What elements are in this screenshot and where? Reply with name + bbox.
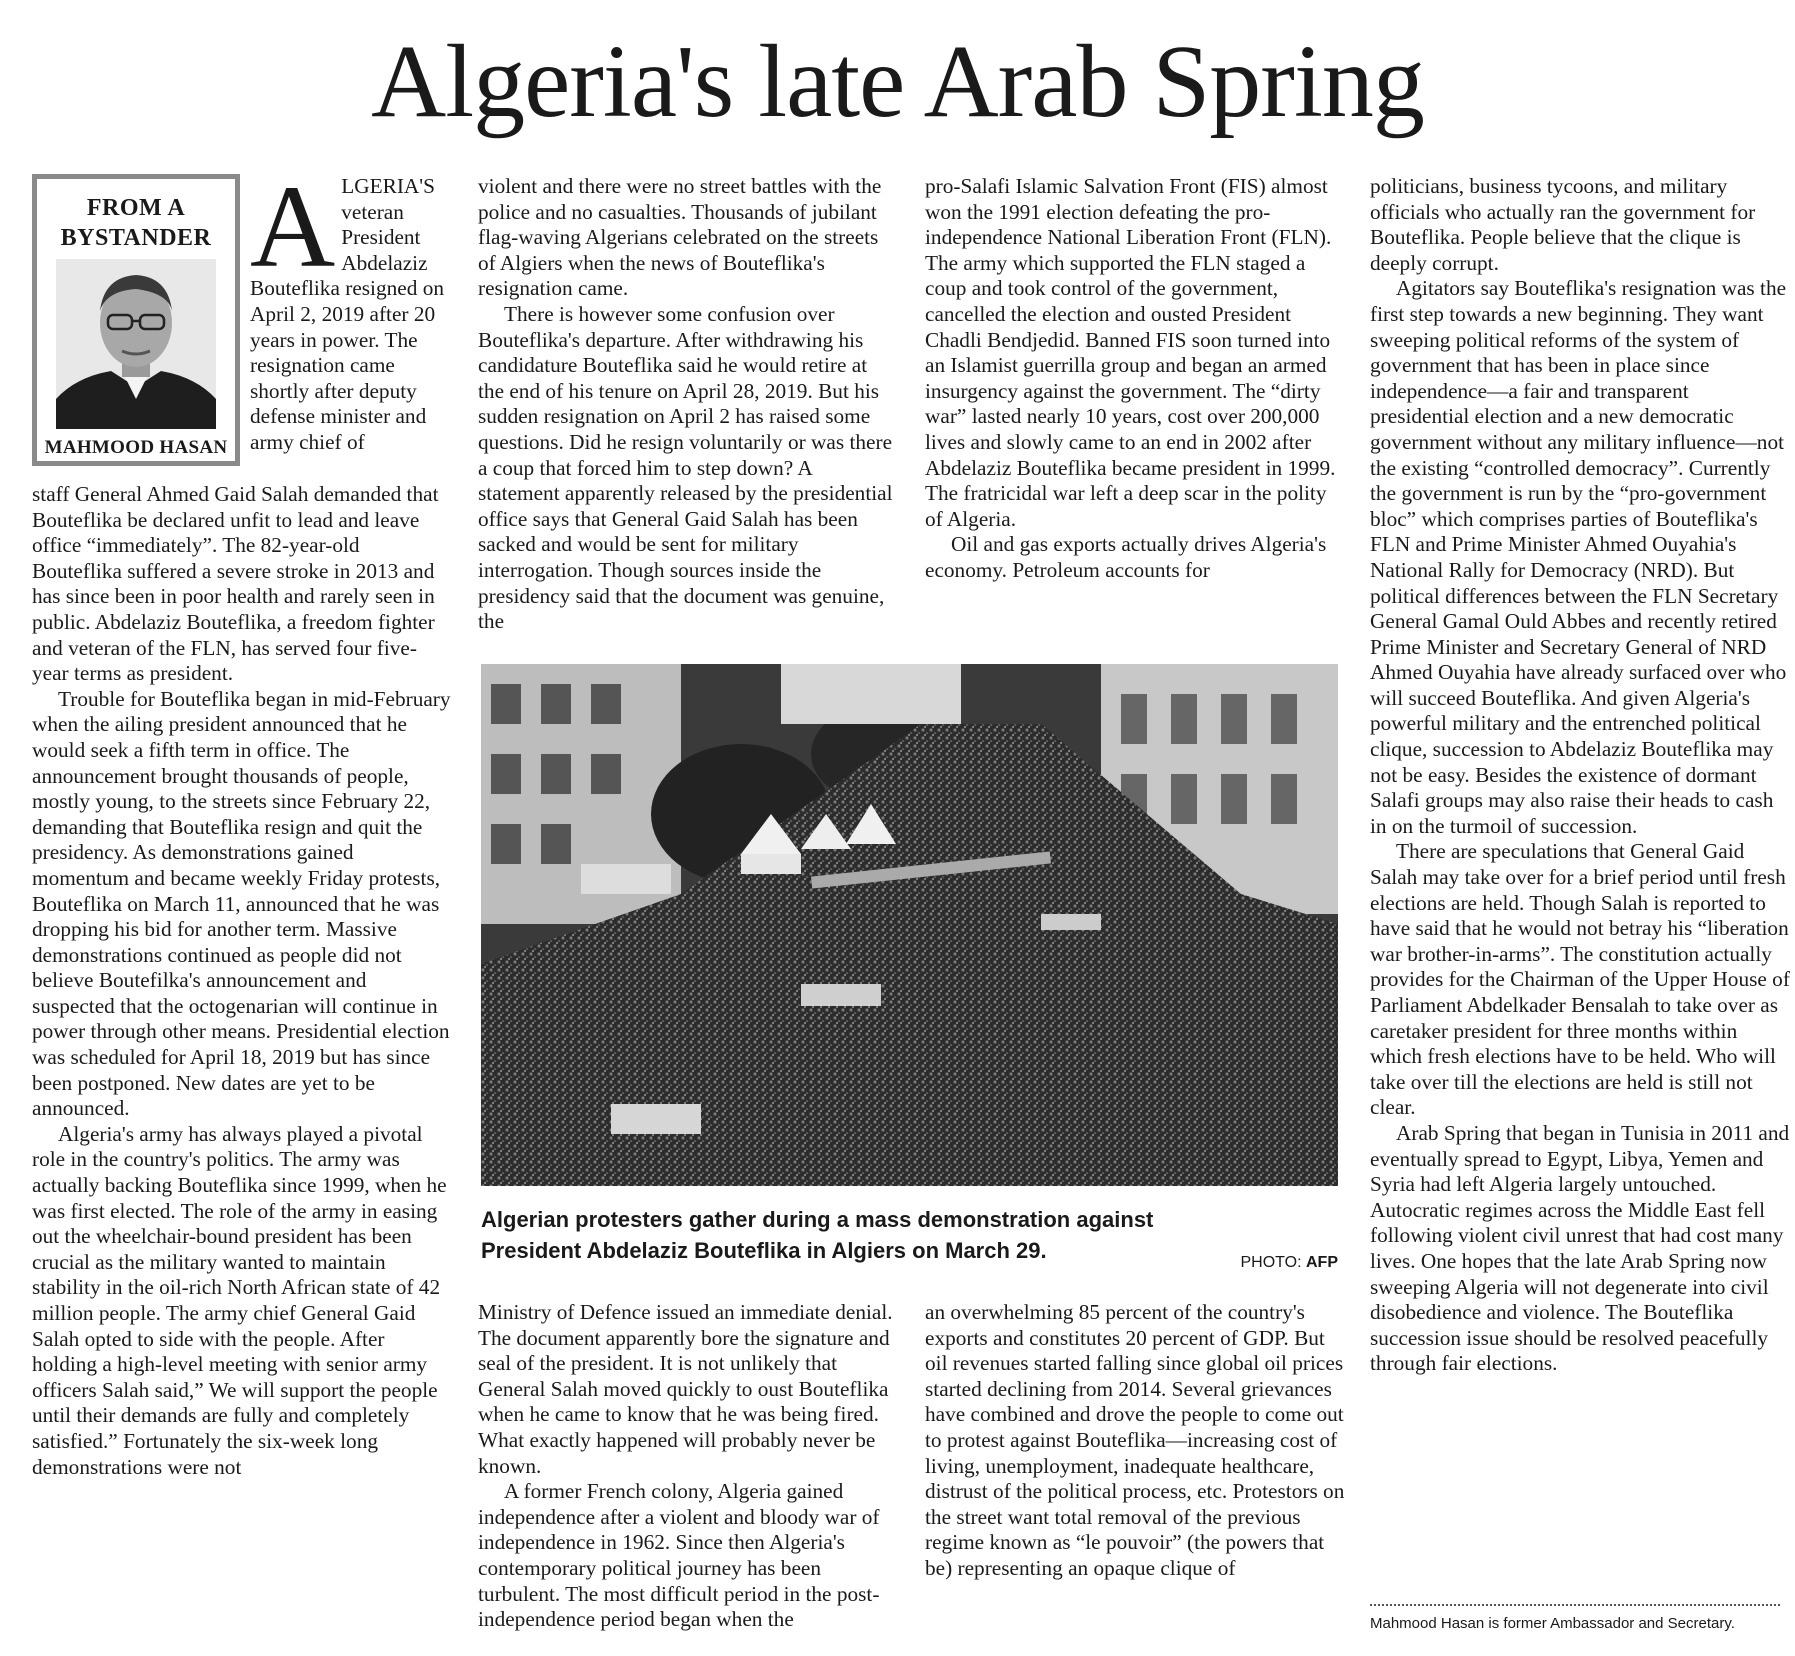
photo-caption: Algerian protesters gather during a mass demonstration against President Abdelaziz Bouteflika in Algiers on March 29. — [481, 1207, 1154, 1263]
paragraph: Algeria's army has always played a pivotal role in the country's politics. The army was actually backing Bouteflika since 1999, when he was first elected. The role of the army in easing out the wheelchair-bound president has been crucial as the military wanted to maintain stability in the oil-rich North African state of 42 million people. The army chief General Gaid Salah opted to side with the people. After holding a high-level meeting with senior army officers Salah said,” We will support the people until their demands are fully and completely satisfied.” Fortunately the six-week long demonstrations were not — [32, 1121, 447, 1479]
author-portrait — [56, 259, 216, 429]
photo-credit: PHOTO: AFP — [1240, 1254, 1338, 1271]
paragraph: an overwhelming 85 percent of the country's exports and constitutes 20 percent of GDP. But oil revenues started falling since global oil prices started declining from 2014. Several grievances have combined and drove the people to come out to protest against Bouteflika—increasing cost of living, unemployment, inadequate healthcare, distrust of the political process, etc. Protestors on the street want total removal of the previous regime known as “le pouvoir” (the powers that be) representing an opaque clique of — [925, 1300, 1345, 1580]
article-lead — [250, 161, 450, 456]
column-2-bottom — [478, 1300, 898, 1633]
paragraph: Agitators say Bouteflika's resignation was the first step towards a new beginning. They want sweeping political reforms of the system of government that has been in place since independence—a fair and transparent presidential election and a new democratic government without any military influence—not the existing “controlled democracy”. Currently the government is run by the “pro-government bloc” which comprises parties of Bouteflika's FLN and Prime Minister Ahmed Ouyahia's National Rally for Democracy (NRD). But political differences between the FLN Secretary General Gamal Ould Abbes and recently retired Prime Minister and Secretary General of NRD Ahmed Ouyahia have already surfaced over who will succeed Bouteflika. And given Algeria's powerful military and the entrenched political clique, succession to Abdelaziz Bouteflika may not be easy. Besides the existence of dormant Salafi groups may also raise their heads to cash in on the turmoil of succession. — [1370, 276, 1787, 838]
paragraph: staff General Ahmed Gaid Salah demanded that Bouteflika be declared unfit to lead and leave office “immediately”. The 82-year-old Bouteflika suffered a severe stroke in 2013 and has since been in poor health and rarely seen in public. Abdelaziz Bouteflika, a freedom fighter and veteran of the FLN, has served four five-year terms as president. — [32, 482, 439, 686]
paragraph: There is however some confusion over Bouteflika's departure. After withdrawing his candidature Bouteflika said he would retire at the end of his tenure on April 28, 2019. But his sudden resignation on April 2 has raised some questions. Did he resign voluntarily or was there a coup that forced him to step down? A statement apparently released by the presidential office says that General Gaid Salah has been sacked and would be sent for military interrogation. Though sources inside the presidency said that the document was genuine, the — [478, 301, 893, 634]
paragraph: politicians, business tycoons, and military officials who actually ran the government for Bouteflika. People believe that the clique is deeply corrupt. — [1370, 174, 1756, 275]
paragraph: Ministry of Defence issued an immediate denial. The document apparently bore the signature and seal of the president. It is not unlikely that General Salah moved quickly to oust Bouteflika when he came to know that he was being fired. What exactly happened will probably never be known. — [478, 1300, 893, 1478]
column-name: FROM A BYSTANDER — [60, 195, 212, 251]
paragraph: Oil and gas exports actually drives Algeria's economy. Petroleum accounts for — [925, 532, 1327, 582]
footnote-divider — [1370, 1604, 1780, 1606]
paragraph: Trouble for Bouteflika began in mid-February when the ailing president announced that he would seek a fifth term in office. The announcement brought thousands of people, mostly young, to the streets since February 22, demanding that Bouteflika resign and quit the presidency. As demonstrations gained momentum and became weekly Friday protests, Bouteflika on March 11, announced that he was dropping his bid for another term. Massive demonstrations continued as people did not believe Boutefilka's announcement and suspected that the octogenarian will continue in power through other means. Presidential election was scheduled for April 18, 2019 but has since been postponed. New dates are yet to be announced. — [32, 686, 451, 1121]
column-2-top — [478, 174, 898, 635]
drop-cap: A — [250, 161, 336, 292]
author-name: MAHMOOD HASAN — [44, 437, 228, 458]
lead-paragraph: LGERIA'S veteran President Abdelaziz Bouteflika resigned on April 2, 2019 after 20 years in power. The resignation came shortly after deputy defense minister and army chief of — [250, 174, 444, 454]
byline-box — [32, 174, 240, 466]
paragraph: A former French colony, Algeria gained independence after a violent and bloody war of independence in 1962. Since then Algeria's contemporary political journey has been turbulent. The most difficult period in the post-independence period began when the — [478, 1479, 880, 1632]
author-footnote: Mahmood Hasan is former Ambassador and Secretary. — [1370, 1615, 1735, 1632]
column-1 — [32, 482, 452, 1480]
paragraph: violent and there were no street battles with the police and no casualties. Thousands of jubilant flag-waving Algerians celebrated on the streets of Algiers when the news of Bouteflika's resignation came. — [478, 174, 882, 301]
headline: Algeria's late Arab Spring — [371, 24, 1424, 139]
paragraph: Arab Spring that began in Tunisia in 2011 and eventually spread to Egypt, Libya, Yemen and Syria had left Algeria largely untouched. Autocratic regimes across the Middle East fell following violent civil unrest that had cost many lives. One hopes that the late Arab Spring now sweeping Algeria will not degenerate into civil disobedience and violence. The Bouteflika succession issue should be resolved peacefully through fair elections. — [1370, 1120, 1790, 1376]
column-3-bottom — [925, 1300, 1345, 1582]
column-4 — [1370, 174, 1790, 1377]
protest-photo — [481, 664, 1338, 1186]
column-3-top — [925, 174, 1345, 584]
paragraph: pro-Salafi Islamic Salvation Front (FIS) almost won the 1991 election defeating the pro-independence National Liberation Front (FLN). The army which supported the FLN staged a coup and took control of the government, cancelled the election and ousted President Chadli Bendjedid. Banned FIS soon turned into an Islamist guerrilla group and began an armed insurgency against the government. The “dirty war” lasted nearly 10 years, cost over 200,000 lives and slowly came to an end in 2002 after Abdelaziz Bouteflika became president in 1999. The fratricidal war left a deep scar in the polity of Algeria. — [925, 174, 1336, 531]
paragraph: There are speculations that General Gaid Salah may take over for a brief period until fresh elections are held. Though Salah is reported to have said that he would not betray his “liberation war brother-in-arms”. The constitution actually provides for the Chairman of the Upper House of Parliament Abdelkader Bensalah to take over as caretaker president for three months within which fresh elections have to be held. Who will take over till the elections are held is still not clear. — [1370, 839, 1790, 1120]
